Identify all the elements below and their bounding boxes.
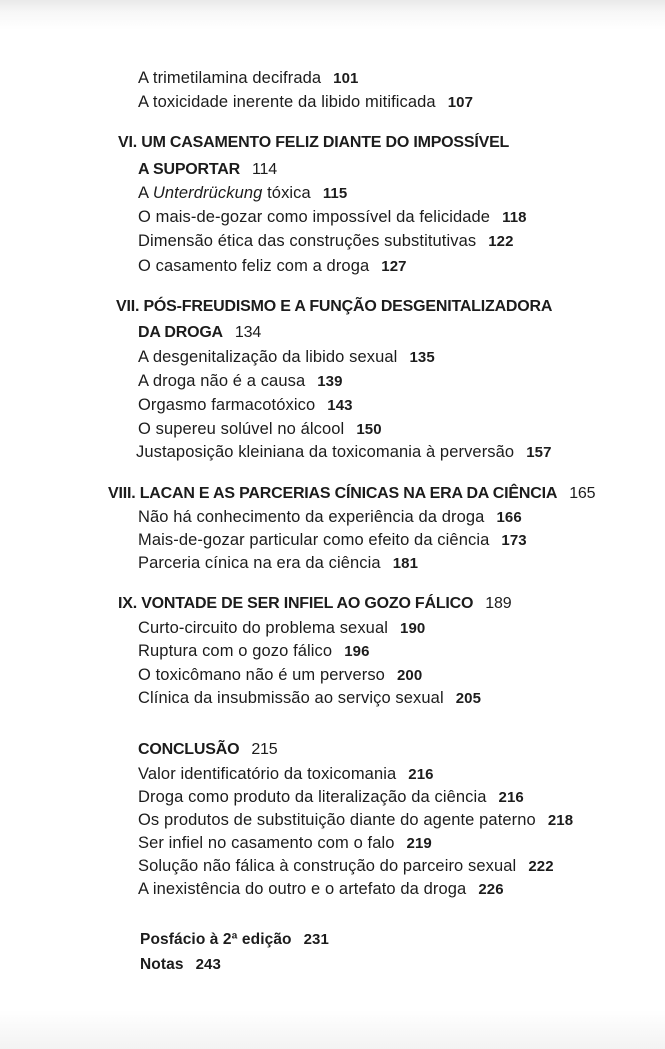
toc-entry bbox=[138, 231, 514, 252]
toc-page-number: 115 bbox=[322, 185, 348, 202]
toc-entry bbox=[138, 183, 347, 204]
conclusion-heading bbox=[138, 740, 277, 760]
toc-entry bbox=[138, 833, 432, 854]
chapter-heading-vii bbox=[116, 297, 552, 317]
chapter-title: IX. VONTADE DE SER INFIEL AO GOZO FÁLICO bbox=[118, 595, 474, 612]
toc-page-number: 200 bbox=[396, 667, 423, 684]
toc-entry bbox=[138, 371, 343, 392]
toc-page-number: 219 bbox=[406, 835, 432, 852]
toc-page-number: 216 bbox=[408, 766, 434, 783]
toc-entry bbox=[138, 856, 554, 877]
toc-entry-title: A toxicidade inerente da libido mitificada bbox=[138, 93, 436, 111]
toc-page-number: 243 bbox=[195, 956, 221, 973]
toc-page-number: 143 bbox=[327, 397, 353, 414]
chapter-title: VII. PÓS-FREUDISMO E A FUNÇÃO DESGENITALIZADORA bbox=[116, 298, 553, 315]
toc-entry bbox=[138, 641, 370, 662]
toc-entry-title: O toxicômano não é um perverso bbox=[138, 666, 385, 684]
chapter-title: VI. UM CASAMENTO FELIZ DIANTE DO IMPOSSÍVEL bbox=[118, 134, 510, 151]
italic-term: Unterdrückung bbox=[152, 184, 263, 202]
toc-entry-title: Solução não fálica à construção do parceiro sexual bbox=[138, 857, 517, 875]
toc-entry-title: Droga como produto da literalização da ciência bbox=[138, 788, 487, 806]
toc-entry-title: O supereu solúvel no álcool bbox=[138, 420, 345, 438]
toc-entry bbox=[138, 618, 425, 639]
toc-entry bbox=[138, 395, 353, 416]
toc-entry-title: A trimetilamina decifrada bbox=[138, 69, 322, 87]
toc-entry-title: Não há conhecimento da experiência da droga bbox=[138, 508, 485, 526]
toc-page-number: 135 bbox=[409, 349, 435, 366]
chapter-page-number: 114 bbox=[252, 161, 277, 178]
chapter-heading-vi-cont bbox=[138, 160, 277, 180]
toc-entry bbox=[138, 764, 434, 785]
toc-page-number: 122 bbox=[488, 233, 514, 250]
toc-entry-title: Ruptura com o gozo fálico bbox=[138, 642, 333, 660]
toc-page-number: 222 bbox=[528, 858, 554, 875]
toc-entry-title: Posfácio à 2ª edição bbox=[140, 931, 292, 948]
toc-page-number: 231 bbox=[303, 931, 329, 948]
toc-page-number: 226 bbox=[478, 881, 504, 898]
chapter-heading-ix bbox=[118, 594, 511, 614]
toc-entry-title: Clínica da insubmissão ao serviço sexual bbox=[138, 689, 444, 707]
toc-entry bbox=[138, 207, 527, 228]
chapter-heading-vi bbox=[118, 133, 509, 153]
toc-page-number: 101 bbox=[333, 70, 359, 87]
chapter-page-number: 189 bbox=[485, 595, 512, 612]
toc-page-number: 181 bbox=[392, 555, 419, 572]
toc-entry-title: A droga não é a causa bbox=[138, 372, 306, 390]
chapter-title: DA DROGA bbox=[138, 324, 223, 341]
toc-entry-title: Dimensão ética das construções substitutivas bbox=[138, 232, 477, 250]
toc-entry-title: Valor identificatório da toxicomania bbox=[138, 765, 397, 783]
chapter-page-number: 165 bbox=[569, 485, 596, 502]
toc-entry-title: O casamento feliz com a droga bbox=[138, 257, 370, 275]
toc-entry bbox=[138, 347, 435, 368]
toc-page-number: 216 bbox=[498, 789, 524, 806]
chapter-page-number: 134 bbox=[234, 324, 262, 341]
toc-page-number: 196 bbox=[344, 643, 370, 660]
toc-entry bbox=[138, 530, 527, 551]
toc-entry-title: Parceria cínica na era da ciência bbox=[138, 554, 381, 572]
toc-page-number: 139 bbox=[317, 373, 343, 390]
toc-page-number: 118 bbox=[502, 209, 527, 226]
chapter-title: A SUPORTAR bbox=[138, 161, 241, 178]
toc-page-number: 166 bbox=[496, 509, 522, 526]
chapter-heading-viii bbox=[108, 484, 595, 504]
toc-page-number: 127 bbox=[381, 258, 407, 275]
toc-page-number: 173 bbox=[501, 532, 527, 549]
toc-entry bbox=[138, 256, 407, 277]
toc-entry bbox=[136, 442, 552, 463]
toc-entry bbox=[138, 419, 382, 440]
toc-entry-title: A desgenitalização da libido sexual bbox=[138, 348, 398, 366]
toc-page-number: 107 bbox=[447, 94, 474, 111]
toc-entry-title: O mais-de-gozar como impossível da felicidade bbox=[138, 208, 491, 226]
toc-entry-title: Orgasmo farmacotóxico bbox=[138, 396, 316, 414]
toc-entry bbox=[138, 665, 422, 686]
toc-entry bbox=[138, 688, 481, 709]
toc-entry-posfacio bbox=[140, 930, 329, 950]
toc-entry-title: Curto-circuito do problema sexual bbox=[138, 619, 388, 637]
toc-entry bbox=[138, 68, 359, 89]
toc-page-number: 157 bbox=[526, 444, 552, 461]
toc-entry bbox=[138, 507, 522, 528]
toc-entry bbox=[138, 810, 573, 831]
toc-entry-title: Notas bbox=[140, 956, 184, 973]
toc-page-number: 150 bbox=[356, 421, 382, 438]
toc-page-number: 205 bbox=[455, 690, 482, 707]
toc-entry bbox=[138, 879, 504, 900]
chapter-page-number: 215 bbox=[251, 741, 278, 758]
toc-entry bbox=[138, 553, 418, 574]
toc-entry-title: A inexistência do outro e o artefato da droga bbox=[138, 880, 467, 898]
chapter-title: CONCLUSÃO bbox=[138, 741, 240, 758]
chapter-heading-vii-cont bbox=[138, 323, 261, 343]
toc-entry-title: Os produtos de substituição diante do agente paterno bbox=[138, 811, 536, 829]
toc-entry-title: A Unterdrückung tóxica bbox=[138, 184, 311, 202]
toc-entry-title: Mais-de-gozar particular como efeito da ciência bbox=[138, 531, 490, 549]
toc-page-number: 190 bbox=[400, 620, 426, 637]
toc-entry-title: Justaposição kleiniana da toxicomania à perversão bbox=[136, 443, 515, 461]
toc-entry-title: Ser infiel no casamento com o falo bbox=[138, 834, 395, 852]
toc-entry bbox=[138, 787, 524, 808]
chapter-title: VIII. LACAN E AS PARCERIAS CÍNICAS NA ERA DA CIÊNCIA bbox=[108, 485, 558, 502]
toc-entry-notas bbox=[140, 955, 221, 975]
toc-entry bbox=[138, 92, 473, 113]
toc-page-number: 218 bbox=[547, 812, 574, 829]
